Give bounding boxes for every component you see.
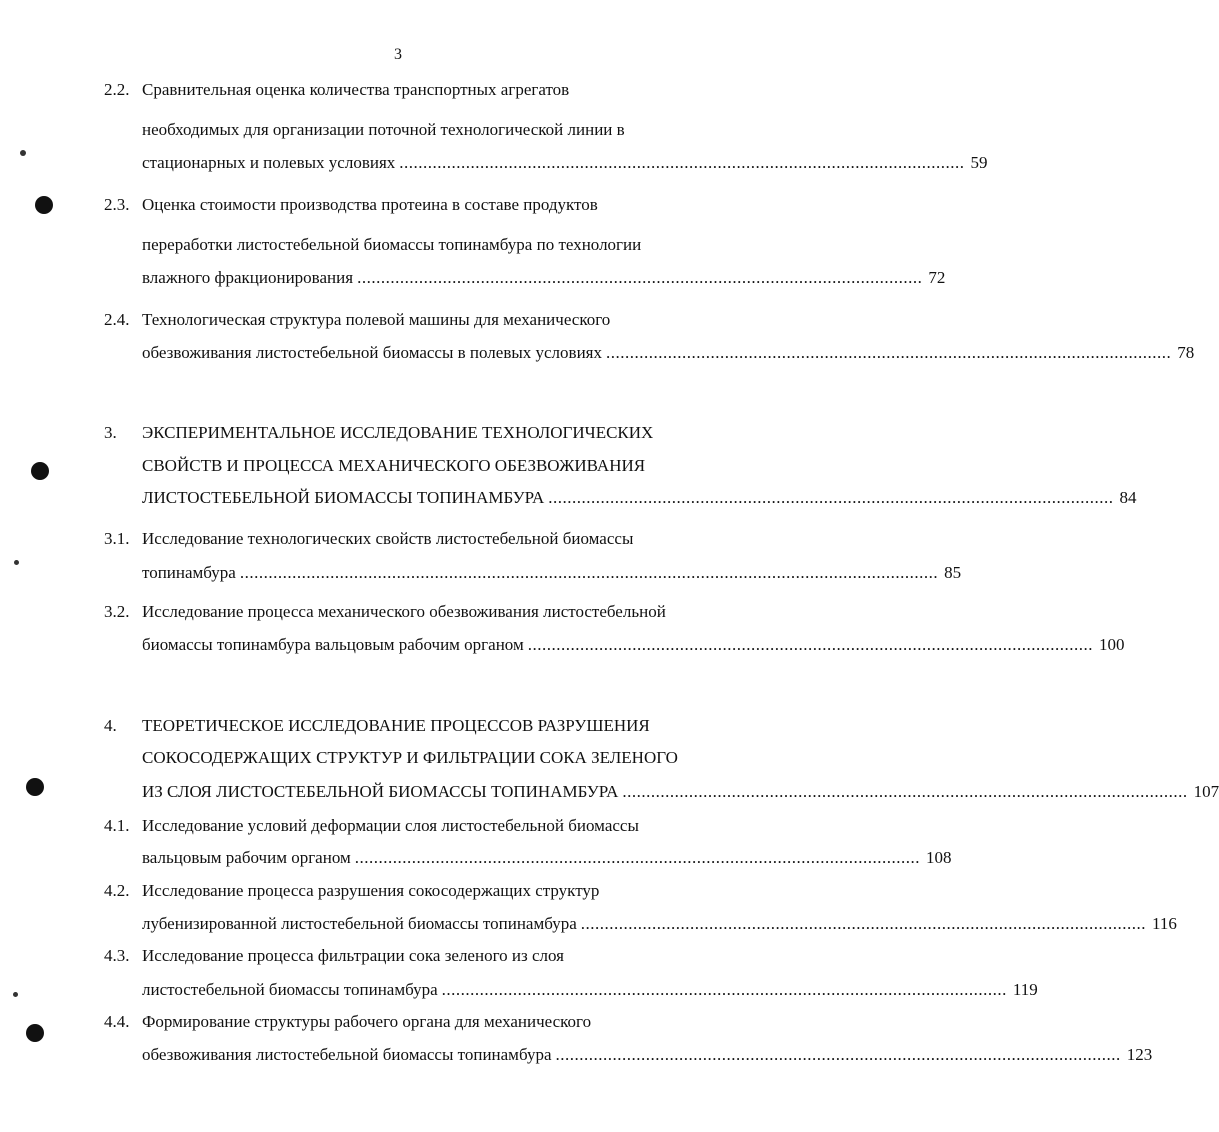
toc-title-line: Оценка стоимости производства протеина в составе продуктов: [142, 195, 598, 214]
toc-title-line: обезвоживания листостебельной биомассы в полевых условиях: [142, 343, 602, 362]
toc-leader-line: топинамбура ................................................................................................................................................... 85: [142, 563, 962, 582]
toc-page: 100: [1098, 635, 1125, 654]
binder-hole: [31, 462, 49, 480]
toc-number: 3.1.: [104, 529, 130, 548]
toc-leader-line: листостебельной биомассы топинамбура ....................................................................................................................... 119: [142, 980, 1038, 999]
toc-title-line: Исследование технологических свойств листостебельной биомассы: [142, 529, 634, 548]
toc-number: 3.2.: [104, 602, 130, 621]
toc-title-line: биомассы топинамбура вальцовым рабочим органом: [142, 635, 524, 654]
toc-number: 4.2.: [104, 881, 130, 900]
toc-title-line: топинамбура: [142, 563, 236, 582]
toc-title-line: стационарных и полевых условиях: [142, 153, 396, 172]
toc-title-line: Исследование процесса разрушения сокосодержащих структур: [142, 881, 600, 900]
toc-leader-line: стационарных и полевых условиях ....................................................................................................................... 59: [142, 153, 988, 172]
toc-title-line: ЛИСТОСТЕБЕЛЬНОЙ БИОМАССЫ ТОПИНАМБУРА: [142, 488, 545, 507]
page-number: 3: [394, 46, 402, 63]
toc-title-line: лубенизированной листостебельной биомассы топинамбура: [142, 914, 577, 933]
toc-page: 59: [970, 153, 988, 172]
toc-leader-line: обезвоживания листостебельной биомассы топинамбура ....................................................................................................................... 123: [142, 1045, 1153, 1064]
toc-title-line: Сравнительная оценка количества транспортных агрегатов: [142, 80, 570, 99]
toc-page: 85: [944, 563, 962, 582]
toc-title-line: Исследование процесса фильтрации сока зеленого из слоя: [142, 946, 564, 965]
toc-title-line: СОКОСОДЕРЖАЩИХ СТРУКТУР И ФИЛЬТРАЦИИ СОКА ЗЕЛЕНОГО: [142, 748, 678, 767]
toc-number: 2.2.: [104, 80, 130, 99]
toc-title-line: необходимых для организации поточной технологической линии в: [142, 120, 625, 139]
toc-page: 108: [926, 848, 952, 867]
toc-title-line: переработки листостебельной биомассы топинамбура по технологии: [142, 235, 642, 254]
scan-speck: [14, 560, 19, 565]
toc-title-line: ЭКСПЕРИМЕНТАЛЬНОЕ ИССЛЕДОВАНИЕ ТЕХНОЛОГИЧЕСКИХ: [142, 423, 654, 442]
toc-number: 4.1.: [104, 816, 130, 835]
toc-number: 2.4.: [104, 310, 130, 329]
toc-title-line: влажного фракционирования: [142, 268, 354, 287]
toc-leader-line: влажного фракционирования ....................................................................................................................... 72: [142, 268, 946, 287]
binder-hole: [35, 196, 53, 214]
toc-number: 4.: [104, 716, 117, 735]
toc-leader-line: обезвоживания листостебельной биомассы в полевых условиях ....................................................................................................................... 78: [142, 343, 1195, 362]
toc-number: 4.4.: [104, 1012, 130, 1031]
toc-page: 72: [928, 268, 946, 287]
toc-leader-line: лубенизированной листостебельной биомассы топинамбура ....................................................................................................................... 116: [142, 914, 1177, 933]
toc-title-line: Исследование процесса механического обезвоживания листостебельной: [142, 602, 666, 621]
toc-title-line: СВОЙСТВ И ПРОЦЕССА МЕХАНИЧЕСКОГО ОБЕЗВОЖИВАНИЯ: [142, 456, 646, 475]
toc-page: 119: [1012, 980, 1038, 999]
toc-title-line: Формирование структуры рабочего органа для механического: [142, 1012, 592, 1031]
toc-page: 116: [1152, 914, 1177, 933]
scan-speck: [20, 150, 26, 156]
toc-page: 123: [1126, 1045, 1153, 1064]
toc-title-line: Исследование условий деформации слоя листостебельной биомассы: [142, 816, 639, 835]
toc-leader-line: биомассы топинамбура вальцовым рабочим органом ....................................................................................................................... 100: [142, 635, 1125, 654]
binder-hole: [26, 778, 44, 796]
toc-page: 78: [1177, 343, 1195, 362]
scan-speck: [13, 992, 18, 997]
toc-title-line: ИЗ СЛОЯ ЛИСТОСТЕБЕЛЬНОЙ БИОМАССЫ ТОПИНАМБУРА: [142, 782, 619, 801]
toc-leader-line: вальцовым рабочим органом ....................................................................................................................... 108: [142, 848, 952, 867]
toc-number: 3.: [104, 423, 117, 442]
toc-title-line: вальцовым рабочим органом: [142, 848, 351, 867]
toc-leader-line: ИЗ СЛОЯ ЛИСТОСТЕБЕЛЬНОЙ БИОМАССЫ ТОПИНАМБУРА ....................................................................................................................... 107: [142, 782, 1219, 801]
toc-title-line: обезвоживания листостебельной биомассы топинамбура: [142, 1045, 552, 1064]
binder-hole: [26, 1024, 44, 1042]
toc-number: 4.3.: [104, 946, 130, 965]
toc-page: 84: [1119, 488, 1137, 507]
toc-title-line: листостебельной биомассы топинамбура: [142, 980, 438, 999]
toc-page: 107: [1193, 782, 1219, 801]
toc-leader-line: ЛИСТОСТЕБЕЛЬНОЙ БИОМАССЫ ТОПИНАМБУРА ....................................................................................................................... 84: [142, 488, 1137, 507]
toc-number: 2.3.: [104, 195, 130, 214]
toc-title-line: ТЕОРЕТИЧЕСКОЕ ИССЛЕДОВАНИЕ ПРОЦЕССОВ РАЗРУШЕНИЯ: [142, 716, 650, 735]
toc-title-line: Технологическая структура полевой машины для механического: [142, 310, 611, 329]
